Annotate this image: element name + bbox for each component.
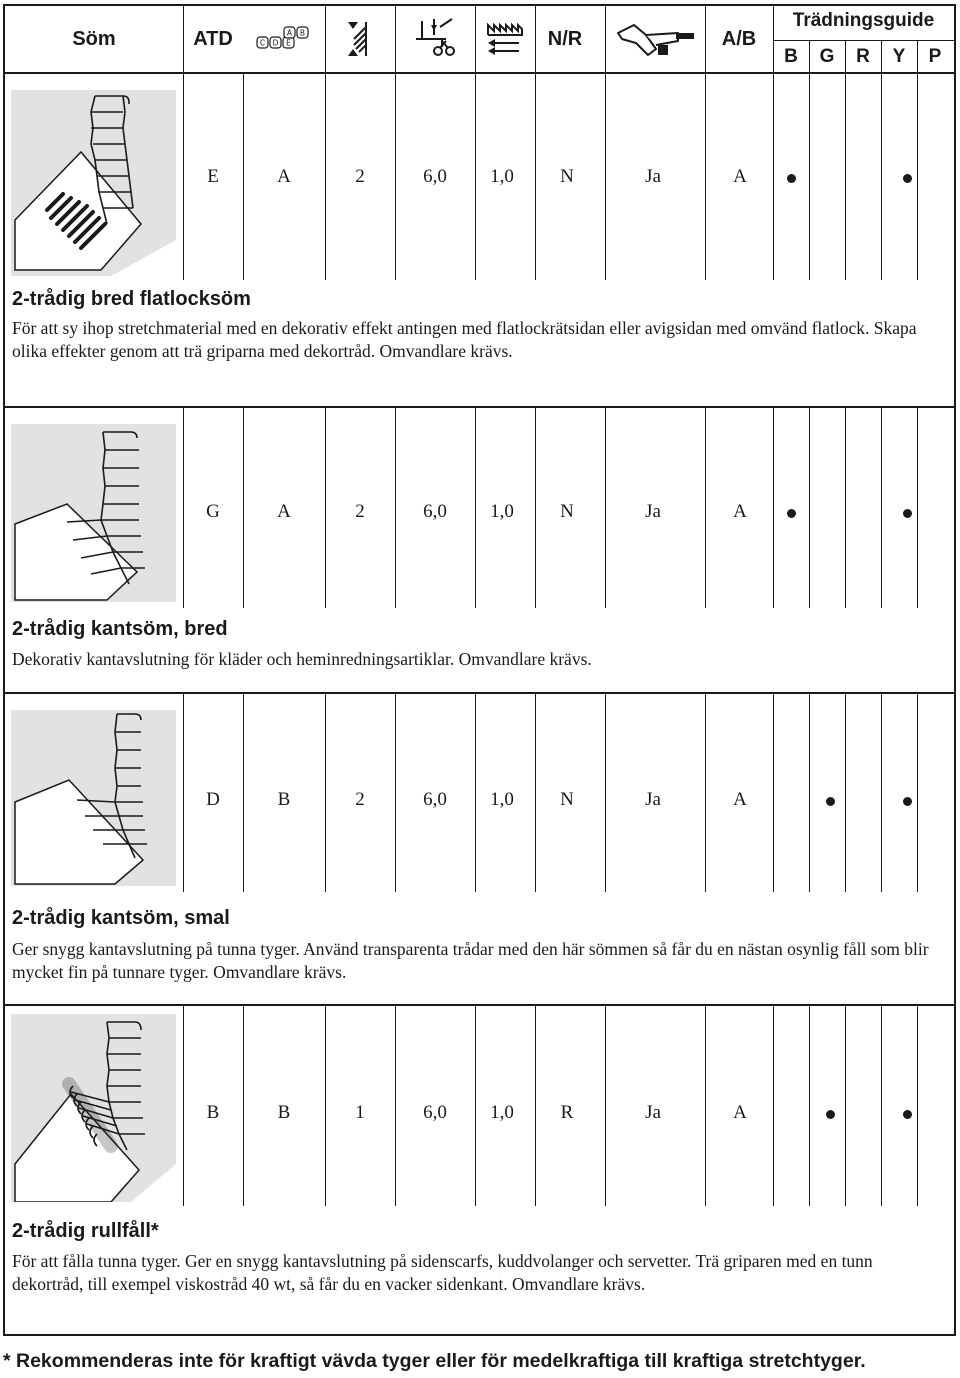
cell-converter-setting: G [206, 501, 220, 522]
guide-letter-g: G [819, 46, 835, 67]
stitch-title: 2-trådig kantsöm, smal [12, 907, 230, 929]
cell-stitch-length: 2 [355, 501, 365, 522]
header-ab: A/B [721, 27, 757, 50]
cell-converter: Ja [645, 1102, 661, 1123]
guide-letter-b: B [784, 46, 798, 67]
cell-stitch-length: 1 [355, 1102, 365, 1123]
footnote: * Rekommenderas inte för kraftigt vävda tyger eller för medelkraftiga till kraftiga stretchtyger. [3, 1350, 866, 1372]
header-nr: N/R [547, 27, 583, 50]
thread-dot-g [826, 1110, 835, 1119]
guide-letter-p: P [928, 46, 942, 67]
cell-differential-feed: 1,0 [490, 501, 514, 522]
thread-dot-p [903, 797, 912, 806]
cell-converter-setting: E [207, 166, 219, 187]
cell-nr: N [560, 789, 574, 810]
cell-ab: A [733, 501, 747, 522]
atd-dial-icon [249, 6, 313, 72]
cell-atd: B [277, 789, 291, 810]
stitch-row [5, 406, 954, 694]
svg-text:C: C [259, 38, 266, 48]
cell-ab: A [733, 166, 747, 187]
svg-text:A: A [286, 28, 293, 38]
thread-dot-p [903, 1110, 912, 1119]
flatlock-stitch-illustration [11, 90, 176, 281]
cell-cutting-width: 6,0 [423, 166, 447, 187]
cell-ab: A [733, 789, 747, 810]
differential-feed-icon [475, 6, 535, 72]
thread-dot-b [787, 509, 796, 518]
cell-stitch-length: 2 [355, 789, 365, 810]
cell-converter-setting: B [206, 1102, 220, 1123]
thread-dot-p [903, 174, 912, 183]
stitch-description: För att sy ihop stretchmaterial med en dekorativ effekt antingen med flatlockrätsidan eller avigsidan med omvänd flatlock. Skapa olika effekter genom att trä griparna med dekortråd. Omvandlare krävs. [12, 318, 917, 361]
cell-nr: N [560, 166, 574, 187]
narrow-edge-stitch-illustration [11, 710, 176, 891]
guide-letter-r: R [856, 46, 870, 67]
header-stitch: Söm [72, 27, 116, 50]
cell-cutting-width: 6,0 [423, 789, 447, 810]
cell-atd: A [277, 166, 291, 187]
needle-knife-icon [395, 6, 475, 72]
stitch-title: 2-trådig kantsöm, bred [12, 618, 228, 640]
cell-atd: A [277, 501, 291, 522]
stitch-row [5, 1004, 954, 1336]
header-atd: ATD [193, 27, 233, 50]
thread-dot-p [903, 509, 912, 518]
cell-differential-feed: 1,0 [490, 789, 514, 810]
wide-edge-stitch-illustration [11, 424, 176, 607]
cell-cutting-width: 6,0 [423, 501, 447, 522]
rolled-hem-illustration [11, 1014, 176, 1207]
thread-dot-g [826, 797, 835, 806]
cell-converter: Ja [645, 166, 661, 187]
stitch-length-icon [325, 6, 395, 72]
table-header [5, 6, 954, 74]
cell-stitch-length: 2 [355, 166, 365, 187]
stitch-row [5, 74, 954, 408]
cell-differential-feed: 1,0 [490, 1102, 514, 1123]
cell-differential-feed: 1,0 [490, 166, 514, 187]
threading-guide-title: Trädningsguide [792, 10, 935, 31]
cell-converter: Ja [645, 789, 661, 810]
cell-atd: B [277, 1102, 291, 1123]
cell-nr: N [560, 501, 574, 522]
svg-text:D: D [272, 38, 279, 48]
cell-converter-setting: D [206, 789, 220, 810]
cell-nr: R [560, 1102, 574, 1123]
cell-ab: A [733, 1102, 747, 1123]
stitch-title: 2-trådig bred flatlocksöm [12, 288, 251, 310]
stitch-row [5, 692, 954, 1006]
converter-icon [605, 6, 705, 72]
stitch-title: 2-trådig rullfåll* [12, 1220, 159, 1242]
stitch-description: Dekorativ kantavslutning för kläder och heminredningsartiklar. Omvandlare krävs. [12, 649, 592, 669]
thread-dot-b [787, 174, 796, 183]
stitch-description: Ger snygg kantavslutning på tunna tyger. Använd transparenta trådar med den här sömmen så får du en nästan osynlig fåll som blir mycket fin på tunnare tyger. Omvandlare krävs. [12, 939, 929, 982]
svg-text:B: B [299, 28, 306, 38]
guide-letter-y: Y [892, 46, 906, 67]
cell-converter: Ja [645, 501, 661, 522]
stitch-description: För att fålla tunna tyger. Ger en snygg kantavslutning på sidenscarfs, kuddvolanger och servetter. Trä griparen med en tunn dekortråd, till exempel viskostråd 40 wt, så får du en vacker sidenkant. Omvandlare krävs. [12, 1251, 873, 1294]
cell-cutting-width: 6,0 [423, 1102, 447, 1123]
svg-text:E: E [286, 38, 291, 48]
threading-chart [3, 4, 956, 1336]
